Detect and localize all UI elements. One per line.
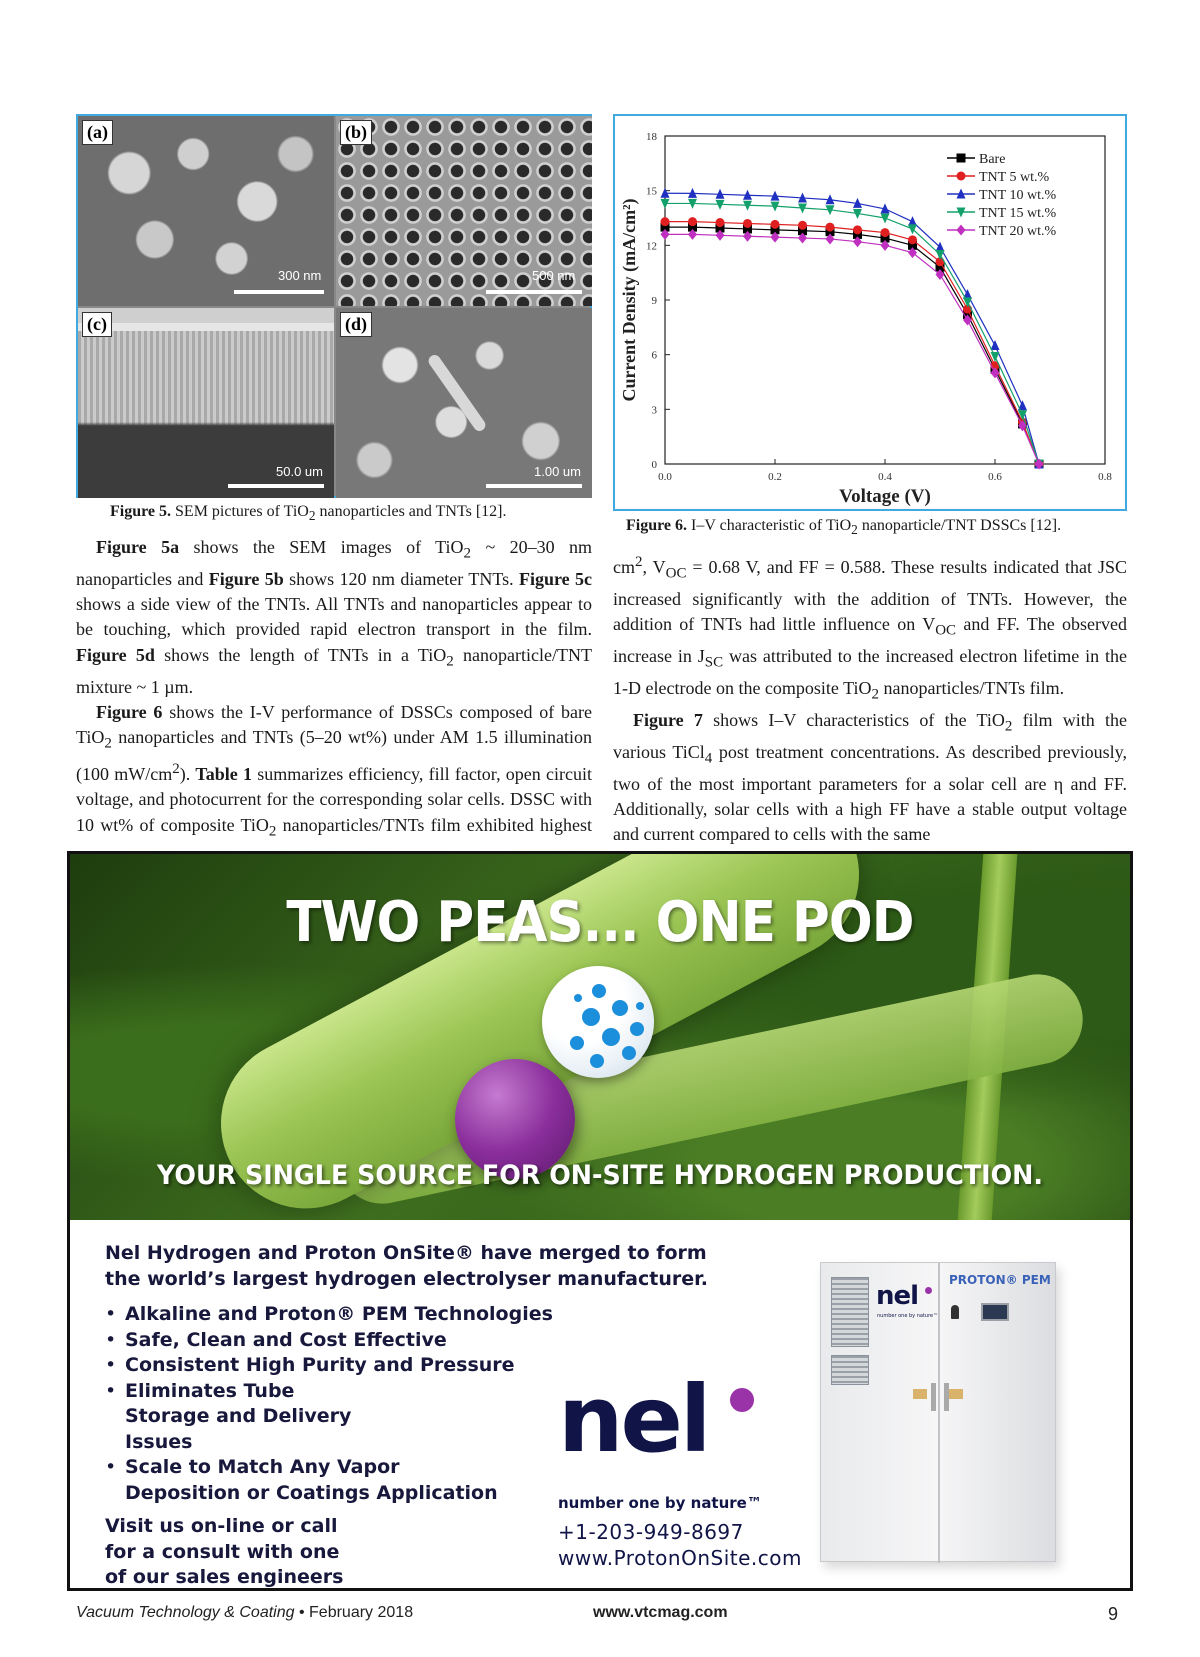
y-tick-label: 15 (646, 185, 657, 198)
data-point (908, 235, 917, 244)
scale-bar (228, 484, 324, 488)
data-point (688, 217, 697, 226)
figure-ref: Figure 5b (208, 568, 284, 589)
data-point (936, 250, 945, 260)
panel-label: (c) (82, 312, 112, 337)
footer-journal (76, 1604, 413, 1622)
text: nanoparticle/TNT mixture ~ 1 µm. (76, 644, 592, 697)
y-tick-label: 12 (646, 240, 657, 253)
panel-label: (d) (340, 312, 372, 337)
text: summarizes efficiency, fill factor, open circuit voltage, and photocurrent for the corresponding solar cells. DSSC with 10 wt% of composite TiO (76, 764, 592, 835)
scale-bar (486, 484, 582, 488)
iv-chart-svg (615, 116, 1129, 513)
figure-ref: Figure 5d (76, 644, 155, 665)
journal-name: Vacuum Technology & Coating (76, 1604, 295, 1621)
nanotube-rod (426, 353, 487, 434)
text: was attributed to the increased electron lifetime in the 1-D electrode on the composite TiO (613, 646, 1127, 698)
subscript: 2 (446, 653, 454, 670)
advertisement (67, 851, 1133, 1591)
panel-label: (b) (340, 120, 372, 145)
electrolyser-cabinet (820, 1262, 1056, 1562)
list-item: • Eliminates Tube Storage and Delivery Issues (105, 1379, 375, 1456)
x-tick-label: 0.2 (768, 471, 782, 483)
subscript: 2 (463, 545, 472, 562)
caption-text: nanoparticles and TNTs [12]. (315, 503, 507, 520)
control-screen (981, 1303, 1009, 1321)
scale-bar-label: 300 nm (278, 268, 322, 283)
ad-intro: Nel Hydrogen and Proton OnSite® have merged to form the world’s largest hydrogen electrolyser manufacturer. (105, 1242, 708, 1290)
y-tick-label: 9 (651, 295, 657, 307)
caption-subscript: 2 (851, 522, 858, 538)
text: post treatment concentrations. As described previously, two of the most important parameters for a solar cell are η and FF. Additionally, solar cells with a high FF have a stable output voltage and current compared to cells with the same (613, 741, 1127, 845)
phone-number[interactable]: +1-203-949-8697 (558, 1520, 744, 1544)
paragraph (613, 550, 1127, 708)
list-item: • Safe, Clean and Cost Effective (105, 1328, 725, 1354)
panel-label: (a) (82, 120, 113, 145)
data-point (771, 220, 780, 229)
data-point (957, 172, 966, 181)
figure-ref: Figure 7 (633, 709, 703, 730)
separator: • (298, 1604, 305, 1621)
figure-6-chart (613, 114, 1127, 511)
series-line (665, 203, 1039, 464)
series-line (665, 227, 1039, 464)
door-handle (931, 1383, 936, 1411)
legend-entry: TNT 20 wt.% (979, 224, 1057, 239)
paragraph (76, 535, 592, 700)
sem-panel-b (336, 116, 592, 306)
legend-entry: TNT 5 wt.% (979, 170, 1050, 185)
text: shows the I-V performance of DSSCs composed of bare TiO (76, 701, 592, 748)
vent-grille (831, 1355, 869, 1385)
text: ~ 20–30 nm nanoparticles and (76, 537, 593, 589)
vent-grille (831, 1277, 869, 1347)
x-tick-label: 0.0 (658, 471, 672, 483)
caption-text: I–V characteristic of TiO (687, 517, 852, 534)
x-tick-label: 0.8 (1098, 471, 1112, 483)
data-point (957, 225, 966, 236)
footer-website[interactable]: www.vtcmag.com (593, 1604, 728, 1621)
y-tick-label: 18 (646, 131, 657, 143)
subscript: 2 (1004, 718, 1013, 735)
series-line (665, 234, 1039, 464)
text: , V (642, 557, 666, 577)
list-item: • Scale to Match Any Vapor Deposition or Coatings Application (105, 1455, 505, 1506)
key-switch-icon (951, 1305, 959, 1319)
data-point (957, 154, 966, 163)
page-number: 9 (1108, 1604, 1119, 1624)
paragraph (613, 708, 1127, 848)
door-split (938, 1263, 940, 1563)
list-item: • Consistent High Purity and Pressure (105, 1353, 725, 1379)
scale-bar (486, 290, 582, 294)
text: ). (179, 764, 196, 785)
caption-label: Figure 5. (110, 503, 172, 520)
caption-subscript: 2 (308, 508, 316, 524)
text: cm (613, 557, 635, 577)
ad-photo (70, 854, 1130, 1220)
subscript: 4 (704, 750, 713, 767)
nel-tagline: number one by nature™ (558, 1494, 762, 1512)
right-text-column (613, 550, 1127, 848)
cabinet-nel-logo: nel (876, 1281, 919, 1311)
scale-bar-label: 50.0 um (276, 464, 323, 479)
plot-frame (665, 136, 1105, 464)
cabinet-brand: PROTON® PEM (949, 1273, 1051, 1287)
sem-panel-d (336, 308, 592, 498)
text: film with the various TiCl (613, 709, 1127, 762)
subscript: OC (935, 622, 957, 639)
data-point (826, 223, 835, 232)
x-tick-label: 0.6 (988, 471, 1002, 483)
text: nanoparticles and TNTs (5–20 wt%) under AM 1.5 illumination (100 mW/cm (76, 727, 592, 785)
caption-text: nanoparticle/TNT DSSCs [12]. (857, 517, 1062, 534)
warning-label (949, 1389, 963, 1399)
text: nanoparticles/TNTs film exhibited highest (282, 814, 592, 835)
text: shows the SEM images of TiO (179, 537, 464, 557)
sem-panel-c (78, 308, 334, 498)
figure-ref: Figure 5a (96, 537, 180, 557)
y-tick-label: 3 (651, 404, 657, 417)
subscript: SC (704, 654, 724, 671)
list-item: • Alkaline and Proton® PEM Technologies (105, 1302, 725, 1328)
data-point (798, 221, 807, 230)
left-text-column (76, 535, 592, 877)
nel-logo-dot (730, 1388, 754, 1412)
text: shows 120 nm diameter TNTs. (283, 568, 519, 589)
figure-ref: Figure 6 (96, 701, 163, 722)
door-handle (944, 1383, 949, 1411)
website-link[interactable]: www.ProtonOnSite.com (558, 1546, 802, 1570)
cabinet-tagline: number one by nature™ (877, 1313, 939, 1319)
series-line (665, 222, 1039, 464)
text: shows the length of TNTs in a TiO (154, 644, 447, 665)
data-point (908, 224, 917, 234)
text: nanoparticles/TNTs film. (878, 677, 1065, 698)
legend-entry: Bare (979, 152, 1006, 167)
ad-headline: TWO PEAS... ONE POD (286, 890, 914, 955)
ad-subheadline: YOUR SINGLE SOURCE FOR ON-SITE HYDROGEN PRODUCTION. (156, 1160, 1044, 1191)
nel-logo: nel (558, 1366, 709, 1473)
data-point (963, 297, 972, 307)
scale-bar (234, 290, 324, 294)
figure-5-image (76, 114, 592, 498)
scale-bar-label: 1.00 um (534, 464, 581, 479)
data-point (716, 218, 725, 227)
legend-entry: TNT 10 wt.% (979, 188, 1057, 203)
cabinet-logo-dot (925, 1287, 932, 1294)
subscript: 2 (871, 686, 879, 703)
sem-panel-a (78, 116, 334, 306)
blue-dotted-pea (542, 966, 654, 1078)
superscript: 2 (635, 554, 643, 570)
table-ref: Table 1 (195, 764, 253, 785)
ad-call-to-action: Visit us on-line or call for a consult with one of our sales engineers (105, 1515, 344, 1588)
data-point (991, 340, 1000, 350)
issue-date: February 2018 (309, 1604, 414, 1621)
y-axis-label: Current Density (mA/cm²) (619, 198, 639, 402)
figure-5-caption (110, 502, 506, 526)
warning-label (913, 1389, 927, 1399)
caption-label: Figure 6. (626, 517, 688, 534)
data-point (881, 214, 890, 224)
x-tick-label: 0.4 (878, 471, 892, 483)
figure-6-caption (626, 516, 1061, 540)
scale-bar-label: 500 nm (532, 268, 576, 283)
superscript: 2 (172, 761, 180, 778)
text: and FF. The observed increase in J (613, 614, 1127, 667)
caption-text: SEM pictures of TiO (171, 503, 309, 520)
text: = 0.68 V, and FF = 0.588. These results indicated that JSC increased significantly with the addition of TNTs. However, the addition of TNTs had little influence on V (613, 557, 1127, 635)
data-point (853, 225, 862, 234)
text: shows a side view of the TNTs. All TNTs and nanoparticles appear to be touching, which provided rapid electron transport in the film. (76, 594, 592, 640)
data-point (661, 217, 670, 226)
text: shows I–V characteristics of the TiO (702, 709, 1005, 730)
data-point (881, 228, 890, 237)
subscript: OC (665, 565, 687, 582)
figure-ref: Figure 5c (518, 568, 593, 589)
x-axis-label: Voltage (V) (839, 486, 931, 507)
subscript: 2 (268, 823, 277, 840)
data-point (743, 219, 752, 228)
subscript: 2 (104, 735, 112, 752)
legend-entry: TNT 15 wt.% (979, 206, 1057, 221)
y-tick-label: 6 (651, 349, 657, 362)
y-tick-label: 0 (651, 459, 657, 471)
